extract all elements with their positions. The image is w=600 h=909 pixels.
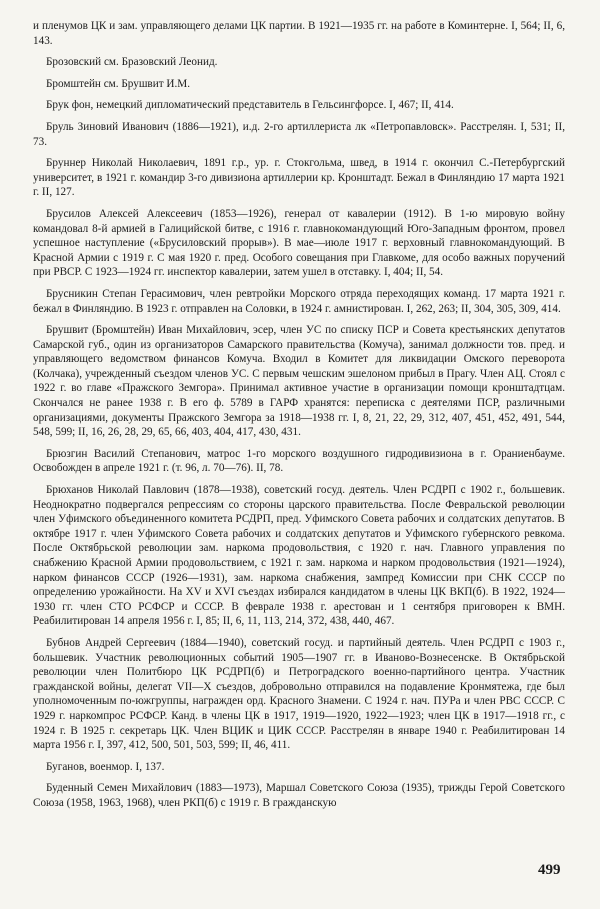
index-entry: Бруль Зиновий Иванович (1886—1921), и.д. 2-го артиллериста лк «Петропавловск». Расстрелян. I, 531; II, 73. xyxy=(33,120,565,148)
index-entry-continuation: и пленумов ЦК и зам. управляющего делами ЦК партии. В 1921—1935 гг. на работе в Коминтерне. I, 564; II, 6, 143. xyxy=(33,20,565,47)
index-entry: Брусникин Степан Герасимович, член ревтройки Морского отряда переходящих команд. 17 марта 1921 г. бежал в Финляндию. В 1923 г. отправлен на Соловки, в 1924 г. амнистирован. I, 262, 263; II, 304, 305, 309, 414. xyxy=(33,287,565,315)
index-entry: Брушвит (Бромштейн) Иван Михайлович, эсер, член УС по списку ПСР и Совета крестьянских депутатов Самарской губ., один из организаторов Самарского правительства (Комуча), занимал должности тов. пред. и управляющего ведомством финансов Комуча. Входил в Комитет для ликвидации Омского переворота (Колчака), учрежденный съездом членов УС. С первым чешским эшелоном прибыл в Прагу. Член АЦ. Стоял с 1922 г. во главе «Пражского Земгора». Принимал активное участие в организации помощи кронштадтцам. Скончался не ранее 1938 г. В его ф. 5789 в ГАРФ хранятся: переписка с деятелями ПСР, различными организациями, документы Пражского Земгора за 1918—1938 гг. I, 8, 21, 22, 29, 312, 407, 451, 452, 491, 544, 548, 599; II, 16, 26, 28, 29, 65, 66, 403, 404, 417, 430, 431. xyxy=(33,324,565,439)
index-entry: Брусилов Алексей Алексеевич (1853—1926), генерал от кавалерии (1912). В 1-ю мировую войну командовал 8-й армией в Галицийской битве, с 1916 г. главнокомандующий Юго-Западным фронтом, провел успешное наступление («Брусиловский прорыв»). В мае—июле 1917 г. верховный главнокомандующий. В Красной Армии с 1919 г. С мая 1920 г. пред. Особого совещания при Главкоме, для особо важных поручений при РВСР. С 1923—1924 гг. инспектор кавалерии, затем ушел в отставку. I, 404; II, 54. xyxy=(33,207,565,279)
index-entry: Бубнов Андрей Сергеевич (1884—1940), советский госуд. и партийный деятель. Член РСДРП с 1903 г., большевик. Участник революционных событий 1905—1907 гг. в Иваново-Вознесенске. В Октябрьской революции член Политбюро ЦК РСДРП(б) и Петроградского военно-партийного центра. Участник гражданской войны, делегат VII—X съездов, добровольно отправился на подавление Кронмятежа, где был уполномоченным по-южгруппы, награжден орд. Красного Знамени. С 1924 г. нач. ПУРа и член РВС СССР. С 1929 г. наркомпрос РСФСР. Канд. в члены ЦК в 1917, 1919—1920, 1922—1923; член ЦК в 1917—1918 гг., с 1924 г. В 1925 г. секретарь ЦК. Член ВЦИК и ЦИК СССР. Расстрелян в январе 1940 г. Реабилитирован 14 марта 1956 г. I, 397, 412, 500, 501, 503, 599; II, 46, 411. xyxy=(33,636,565,752)
index-entry: Брук фон, немецкий дипломатический представитель в Гельсингфорсе. I, 467; II, 414. xyxy=(46,99,454,112)
index-entry: Бруннер Николай Николаевич, 1891 г.р., ур. г. Стокгольма, швед, в 1914 г. окончил С.-Петербургский университет, в 1921 г. командир 3-го дивизиона артиллерии кр. Кронштадт. Бежал в Финляндию 17 марта 1921 г. II, 127. xyxy=(33,157,565,199)
index-entry: Брозовский см. Бразовский Леонид. xyxy=(46,56,218,69)
index-entry: Бромштейн см. Брушвит И.М. xyxy=(46,77,191,90)
index-entry: Брюзгин Василий Степанович, матрос 1-го морского воздушного гидродивизиона в г. Ораниенбауме. Освобожден в апреле 1921 г. (т. 96, л. 70—76). II, 78. xyxy=(33,447,565,475)
index-entries xyxy=(33,19,565,818)
index-entry: Буденный Семен Михайлович (1883—1973), Маршал Советского Союза (1935), трижды Герой Советского Союза (1958, 1963, 1968), член РКП(б) с 1919 г. В гражданскую xyxy=(33,782,565,809)
index-entry: Брюханов Николай Павлович (1878—1938), советский госуд. деятель. Член РСДРП с 1902 г., большевик. Неоднократно подвергался репрессиям со стороны царского правительства. После Февральской революции член Уфимского объединенного комитета РСДРП, пред. Уфимского Совета рабочих и солдатских депутатов. В октябре 1917 г. член Уфимского Совета рабочих и солдатских депутатов и Уфимского губернского ревкома. После Октябрьской революции зам. наркома продовольствия, с 1920 г. нач. Главного управления по снабжению Красной Армии продовольствием, с 1921 г. зам. наркома и нарком продовольствия (1921—1924), нарком финансов СССР (1926—1931), зам. наркома снабжения, зампред Комиссии при СНК СССР по определению урожайности. На XV и XVI съездах избирался кандидатом в члены ЦК ВКП(б). В 1922, 1924—1930 гг. член СТО РСФСР и СССР. В феврале 1938 г. арестован и 1 сентября приговорен к ВМН. Реабилитирован 14 апреля 1956 г. I, 85; II, 6, 11, 113, 214, 372, 438, 440, 467. xyxy=(33,484,565,628)
page-number: 499 xyxy=(538,862,561,878)
index-entry: Буганов, военмор. I, 137. xyxy=(46,760,165,773)
